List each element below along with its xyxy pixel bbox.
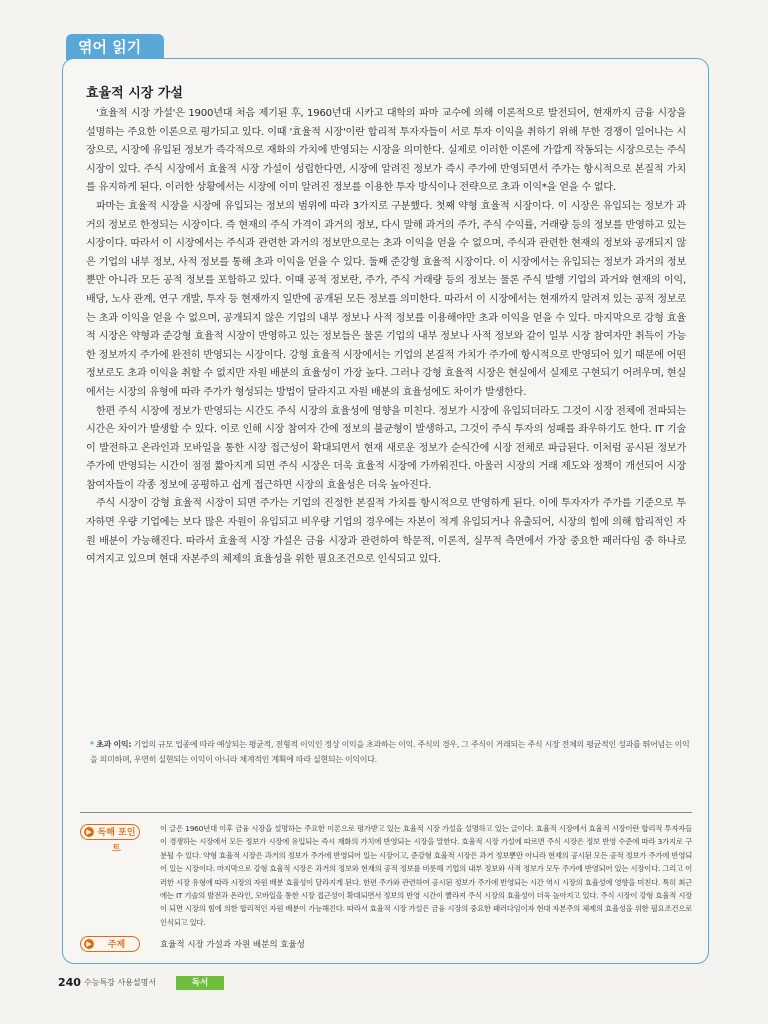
topic-badge: ▶ 주제 <box>80 936 140 952</box>
paragraph: '효율적 시장 가설'은 1900년대 처음 제기된 후, 1960년대 시카고 대학의 파마 교수에 의해 이론적으로 발전되어, 현재까지 금융 시장을 설명하는 주요한 이론으로 평가되고 있다. 이때 '효율적 시장'이란 합리적 투자자들이 서로 투자 이익을 취하기 위해 무한 경쟁이 일어나는 시장으로, 시장에 유입된 정보가 즉각적으로 재화의 가치에 반영되는 시장을 의미한다. 실제로 이러한 이론에 가깝게 작동되는 시장으로는 주식 시장이 있다. 주식 시장에서 효율적 시장 가설이 성립한다면, 시장에 알려진 정보가 즉시 주가에 반영되면서 주가는 항시적으로 본질적 가치를 유지하게 된다. 이러한 상황에서는 시장에 이미 알려진 정보를 이용한 투자 방식이나 전략으로 초과 이익*을 얻을 수 없다. <box>86 108 686 194</box>
footnote-mark: * <box>90 740 94 749</box>
article <box>86 82 686 570</box>
right-triangle-icon: ▶ <box>84 939 94 949</box>
article-body <box>86 105 686 570</box>
divider <box>80 812 692 813</box>
paragraph: 파마는 효율적 시장을 시장에 유입되는 정보의 범위에 따라 3가지로 구분했다. 첫째 약형 효율적 시장이다. 이 시장은 유입되는 정보가 과거의 정보로 한정되는 시장이다. 즉 현재의 주식 가격이 과거의 정보, 다시 말해 과거의 주가, 주식 수익률, 거래량 등의 정보를 반영하고 있는 시장이다. 따라서 이 시장에서는 주식과 관련한 과거의 정보만으로는 초과 이익을 얻을 수 없으며, 주식과 관련한 현재의 정보와 공개되지 않은 기업의 내부 정보, 사적 정보를 통해 초과 이익을 얻을 수 있다. 둘째 준강형 효율적 시장이다. 이 시장에서는 유입되는 정보가 과거의 정보뿐만 아니라 모든 공적 정보를 포함하고 있다. 이때 공적 정보란, 주가, 주식 거래량 등의 정보는 물론 주식 발행 기업의 과거와 현재의 이익, 배당, 노사 관계, 연구 개발, 투자 등 현재까지 일반에 공개된 모든 정보를 의미한다. 따라서 이 시장에서는 현재까지 알려져 있는 공적 정보로는 초과 이익을 얻을 수 없으며, 공개되지 않은 기업의 내부 정보나 사적 정보를 이용해야만 초과 이익을 얻을 수 있다. 마지막으로 강형 효율적 시장은 약형과 준강형 효율적 시장이 반영하고 있는 정보들은 물론 기업의 내부 정보나 사적 정보와 같이 일부 시장 참여자만 취득이 가능한 정보까지 주가에 완전히 반영되는 시장이다. 강형 효율적 시장에서는 기업의 본질적 가치가 주가에 항시적으로 반영되어 있기 때문에 어떤 정보로도 초과 이익을 취할 수 없지만 자원 배분의 효율성이 가장 높다. 그러나 강형 효율적 시장은 현실에서 실제로 구현되기 어려우며, 현실에서는 시장의 유형에 따라 주가가 형성되는 방법이 달라지고 자원 배분의 효율성에도 차이가 발생한다. <box>86 200 686 398</box>
section-tab: 엮어 읽기 <box>66 34 164 60</box>
topic-text: 효율적 시장 가설과 자원 배분의 효율성 <box>160 940 305 950</box>
page-number: 240 <box>58 976 81 989</box>
book-title: 수능특강 사용설명서 <box>84 978 157 987</box>
footnote <box>90 737 690 767</box>
right-triangle-icon: ▶ <box>84 827 94 837</box>
section-badge: 독서 <box>176 976 224 990</box>
article-title: 효율적 시장 가설 <box>86 86 183 101</box>
paragraph: 주식 시장이 강형 효율적 시장이 되면 주가는 기업의 진정한 본질적 가치를 항시적으로 반영하게 된다. 이에 투자자가 주가를 기준으로 투자하면 우량 기업에는 보다 많은 자원이 유입되고 비우량 기업의 경우에는 자본이 적게 유입되거나 유출되어, 시장의 힘에 의해 합리적인 자원 배분이 가능해진다. 따라서 효율적 시장 가설은 금융 시장과 관련하여 학문적, 이론적, 실무적 측면에서 가장 중요한 패러다임 중 하나로 여겨지고 있으며 현대 자본주의 체제의 효율성을 위한 필요조건으로 인식되고 있다. <box>86 498 686 566</box>
footnote-text: 기업의 규모 업종에 따라 예상되는 평균적, 전형적 이익인 정상 이익을 초과하는 이익. 주식의 경우, 그 주식이 거래되는 주식 시장 전체의 평균적인 성과를 뛰어넘는 이익을 의미하며, 우연히 실현되는 이익이 아니라 체계적인 계획에 따라 실현되는 이익이다. <box>90 740 690 764</box>
reading-point-text: 이 글은 1960년대 이후 금융 시장을 설명하는 주요한 이론으로 평가받고 있는 효율적 시장 가설을 설명하고 있는 글이다. 효율적 시장에서 효율적 시장이란 합리적 투자자들이 경쟁하는 시장에서 모든 정보가 시장에 유입되는 즉시 재화의 가치에 반영되는 시장을 말한다. 효율적 시장 가설에 따르면 주식 시장은 정보 반영 수준에 따라 3가지로 구분될 수 있다. 약형 효율적 시장은 과거의 정보가 주가에 반영되어 있는 시장이고, 준강형 효율적 시장은 과거 정보뿐만 아니라 현재의 공시된 모든 공적 정보가 주가에 반영되어 있는 시장이다. 마지막으로 강형 효율적 시장은 과거의 정보와 현재의 공적 정보를 비롯해 기업의 내부 정보와 사적 정보가 모두 주가에 반영되어 있는 시장이다. 그리고 이러한 시장 유형에 따라 시장의 자원 배분 효율성이 달라지게 된다. 한편 주가와 관련하여 공시된 정보가 주가에 반영되는 시간 역시 시장의 효율성에 영향을 미친다. 특히 최근에는 IT 기술의 발전과 온라인, 모바일을 통한 시장 접근성이 확대되면서 정보의 반영 시간이 빨라져 주식 시장의 효율성이 더욱 높아지고 있다. 주식 시장이 강형 효율적 시장이 되면 시장의 힘에 의한 합리적인 자원 배분이 가능해진다. 따라서 효율적 시장 가설은 금융 시장의 중요한 패러다임이자 현대 자본주의 체제의 효율성을 위한 필요조건으로 인식되고 있다. <box>160 824 692 927</box>
reading-point-badge: ▶ 독해 포인트 <box>80 824 140 840</box>
paragraph: 한편 주식 시장에 정보가 반영되는 시간도 주식 시장의 효율성에 영향을 미친다. 정보가 시장에 유입되더라도 그것이 시장 전체에 전파되는 시간은 차이가 발생할 수 있다. 이로 인해 시장 참여자 간에 정보의 불균형이 발생하고, 그것이 주식 투자의 성패를 좌우하기도 한다. IT 기술이 발전하고 온라인과 모바일을 통한 시장 접근성이 확대되면서 현재 새로운 정보가 순식간에 시장 전체로 파급된다. 이처럼 공시된 정보가 주가에 반영되는 시간이 점점 짧아지게 되면 주식 시장은 더욱 효율적 시장에 가까워진다. 아울러 시장의 거래 제도와 정책이 개선되어 시장 참여자들이 각종 정보에 공평하고 쉽게 접근하면 시장의 효율성은 더욱 높아진다. <box>86 405 686 491</box>
footnote-term: 초과 이익: <box>96 740 132 749</box>
